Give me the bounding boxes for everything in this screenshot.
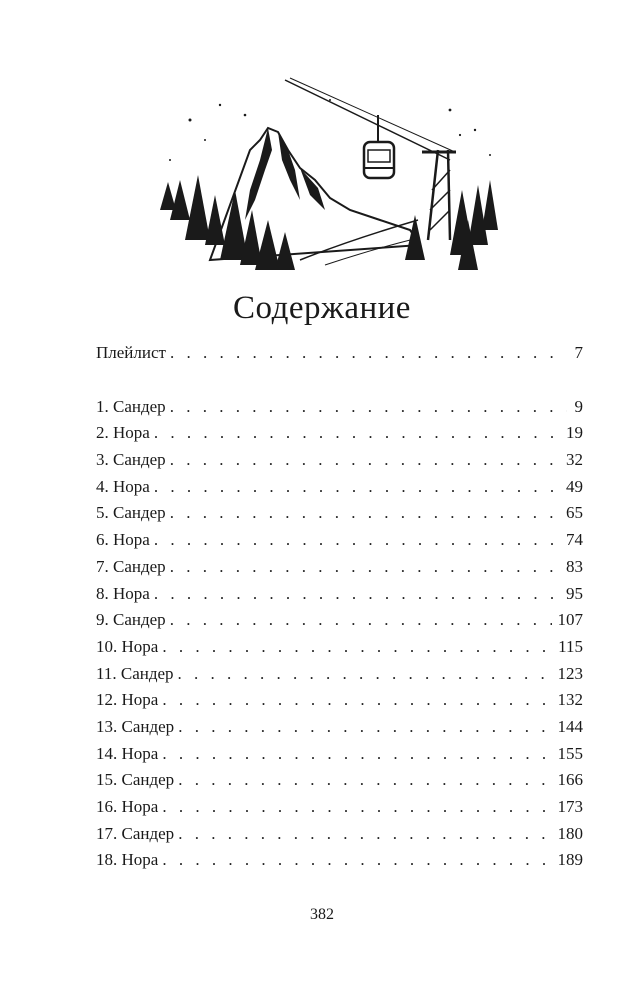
toc-entry-label: 11. Сандер [96, 663, 174, 683]
toc-entry[interactable] [96, 420, 583, 447]
toc-entry-label: 15. Сандер [96, 770, 175, 790]
toc-entry-label: 7. Сандер [96, 556, 166, 576]
toc-leader-dots [170, 554, 560, 581]
toc-entry-label: 14. Нора [96, 743, 159, 763]
toc-entry-page: 83 [566, 556, 583, 576]
toc-entry-page: 9 [574, 396, 583, 416]
toc-leader-dots [178, 821, 551, 848]
toc-entry-page: 155 [557, 743, 583, 763]
toc-entry-label: 18. Нора [96, 850, 159, 870]
toc-leader-dots [170, 447, 560, 474]
toc-entry-page: 74 [566, 530, 583, 550]
toc-leader-dots [162, 634, 552, 661]
toc-entry-page: 65 [566, 503, 583, 523]
toc-entry[interactable] [96, 714, 583, 741]
toc-leader-dots [162, 794, 551, 821]
toc-leader-dots [162, 687, 551, 714]
page-number: 382 [310, 906, 334, 923]
toc-entry[interactable] [96, 340, 583, 367]
toc-entry-label: 10. Нора [96, 636, 159, 656]
toc-entry[interactable] [96, 581, 583, 608]
toc-entry[interactable] [96, 687, 583, 714]
toc-entry-page: 166 [557, 770, 583, 790]
toc-entry[interactable] [96, 794, 583, 821]
toc-entry-label: 5. Сандер [96, 503, 166, 523]
toc-entry-page: 189 [557, 850, 583, 870]
toc-entry-label: 1. Сандер [96, 396, 166, 416]
toc-entry[interactable] [96, 661, 583, 688]
toc-entry-page: 115 [558, 636, 583, 656]
toc-entry-page: 32 [566, 450, 583, 470]
toc-entry-label: 16. Нора [96, 797, 159, 816]
toc-leader-dots [154, 527, 560, 554]
toc-leader-dots [162, 741, 551, 768]
toc-entry-page: 19 [566, 423, 583, 443]
toc-entry-label: 8. Нора [96, 583, 150, 603]
mountain-cable-car-icon [150, 70, 510, 275]
toc-entry-page: 7 [574, 343, 583, 362]
toc-entry[interactable] [96, 607, 583, 634]
toc-entry-page: 95 [566, 583, 583, 603]
toc-entry-page: 123 [557, 663, 583, 683]
toc-entry-label: 2. Нора [96, 423, 150, 443]
toc-entry[interactable] [96, 394, 583, 421]
toc-leader-dots [154, 420, 560, 447]
toc-entry-label: 6. Нора [96, 530, 150, 550]
toc-leader-dots [178, 767, 551, 794]
toc-entry-label: 17. Сандер [96, 823, 175, 843]
toc-entry-label: 4. Нора [96, 476, 150, 496]
toc-entry[interactable] [96, 741, 583, 768]
toc-leader-dots [170, 607, 552, 634]
toc-entry[interactable] [96, 500, 583, 527]
toc-entry[interactable] [96, 767, 583, 794]
toc-entry[interactable] [96, 527, 583, 554]
table-of-contents [96, 340, 583, 874]
toc-entry-page: 132 [557, 690, 583, 710]
toc-entry-label: Плейлист [96, 343, 166, 362]
toc-entry-label: 9. Сандер [96, 610, 166, 630]
toc-leader-dots [170, 500, 560, 527]
toc-entry-page: 144 [557, 716, 583, 736]
toc-leader-dots [154, 581, 560, 608]
toc-entry-page: 173 [557, 797, 583, 816]
toc-entry[interactable] [96, 554, 583, 581]
toc-entry[interactable] [96, 474, 583, 501]
toc-leader-dots [178, 714, 551, 741]
toc-leader-dots [154, 474, 560, 501]
toc-entry[interactable] [96, 634, 583, 661]
toc-entry-page: 107 [557, 610, 583, 630]
toc-leader-dots [170, 394, 567, 421]
toc-entry-label: 3. Сандер [96, 450, 166, 470]
toc-leader-dots [178, 661, 552, 688]
toc-entry-label: 12. Нора [96, 690, 159, 710]
toc-leader-dots [162, 847, 551, 874]
page-title: Содержание [233, 290, 411, 326]
toc-entry-page: 49 [566, 476, 583, 496]
toc-leader-dots [170, 340, 567, 367]
toc-entry[interactable] [96, 447, 583, 474]
toc-entry-page: 180 [557, 823, 583, 843]
toc-entry-label: 13. Сандер [96, 716, 175, 736]
toc-entry[interactable] [96, 847, 583, 874]
toc-entry[interactable] [96, 821, 583, 848]
